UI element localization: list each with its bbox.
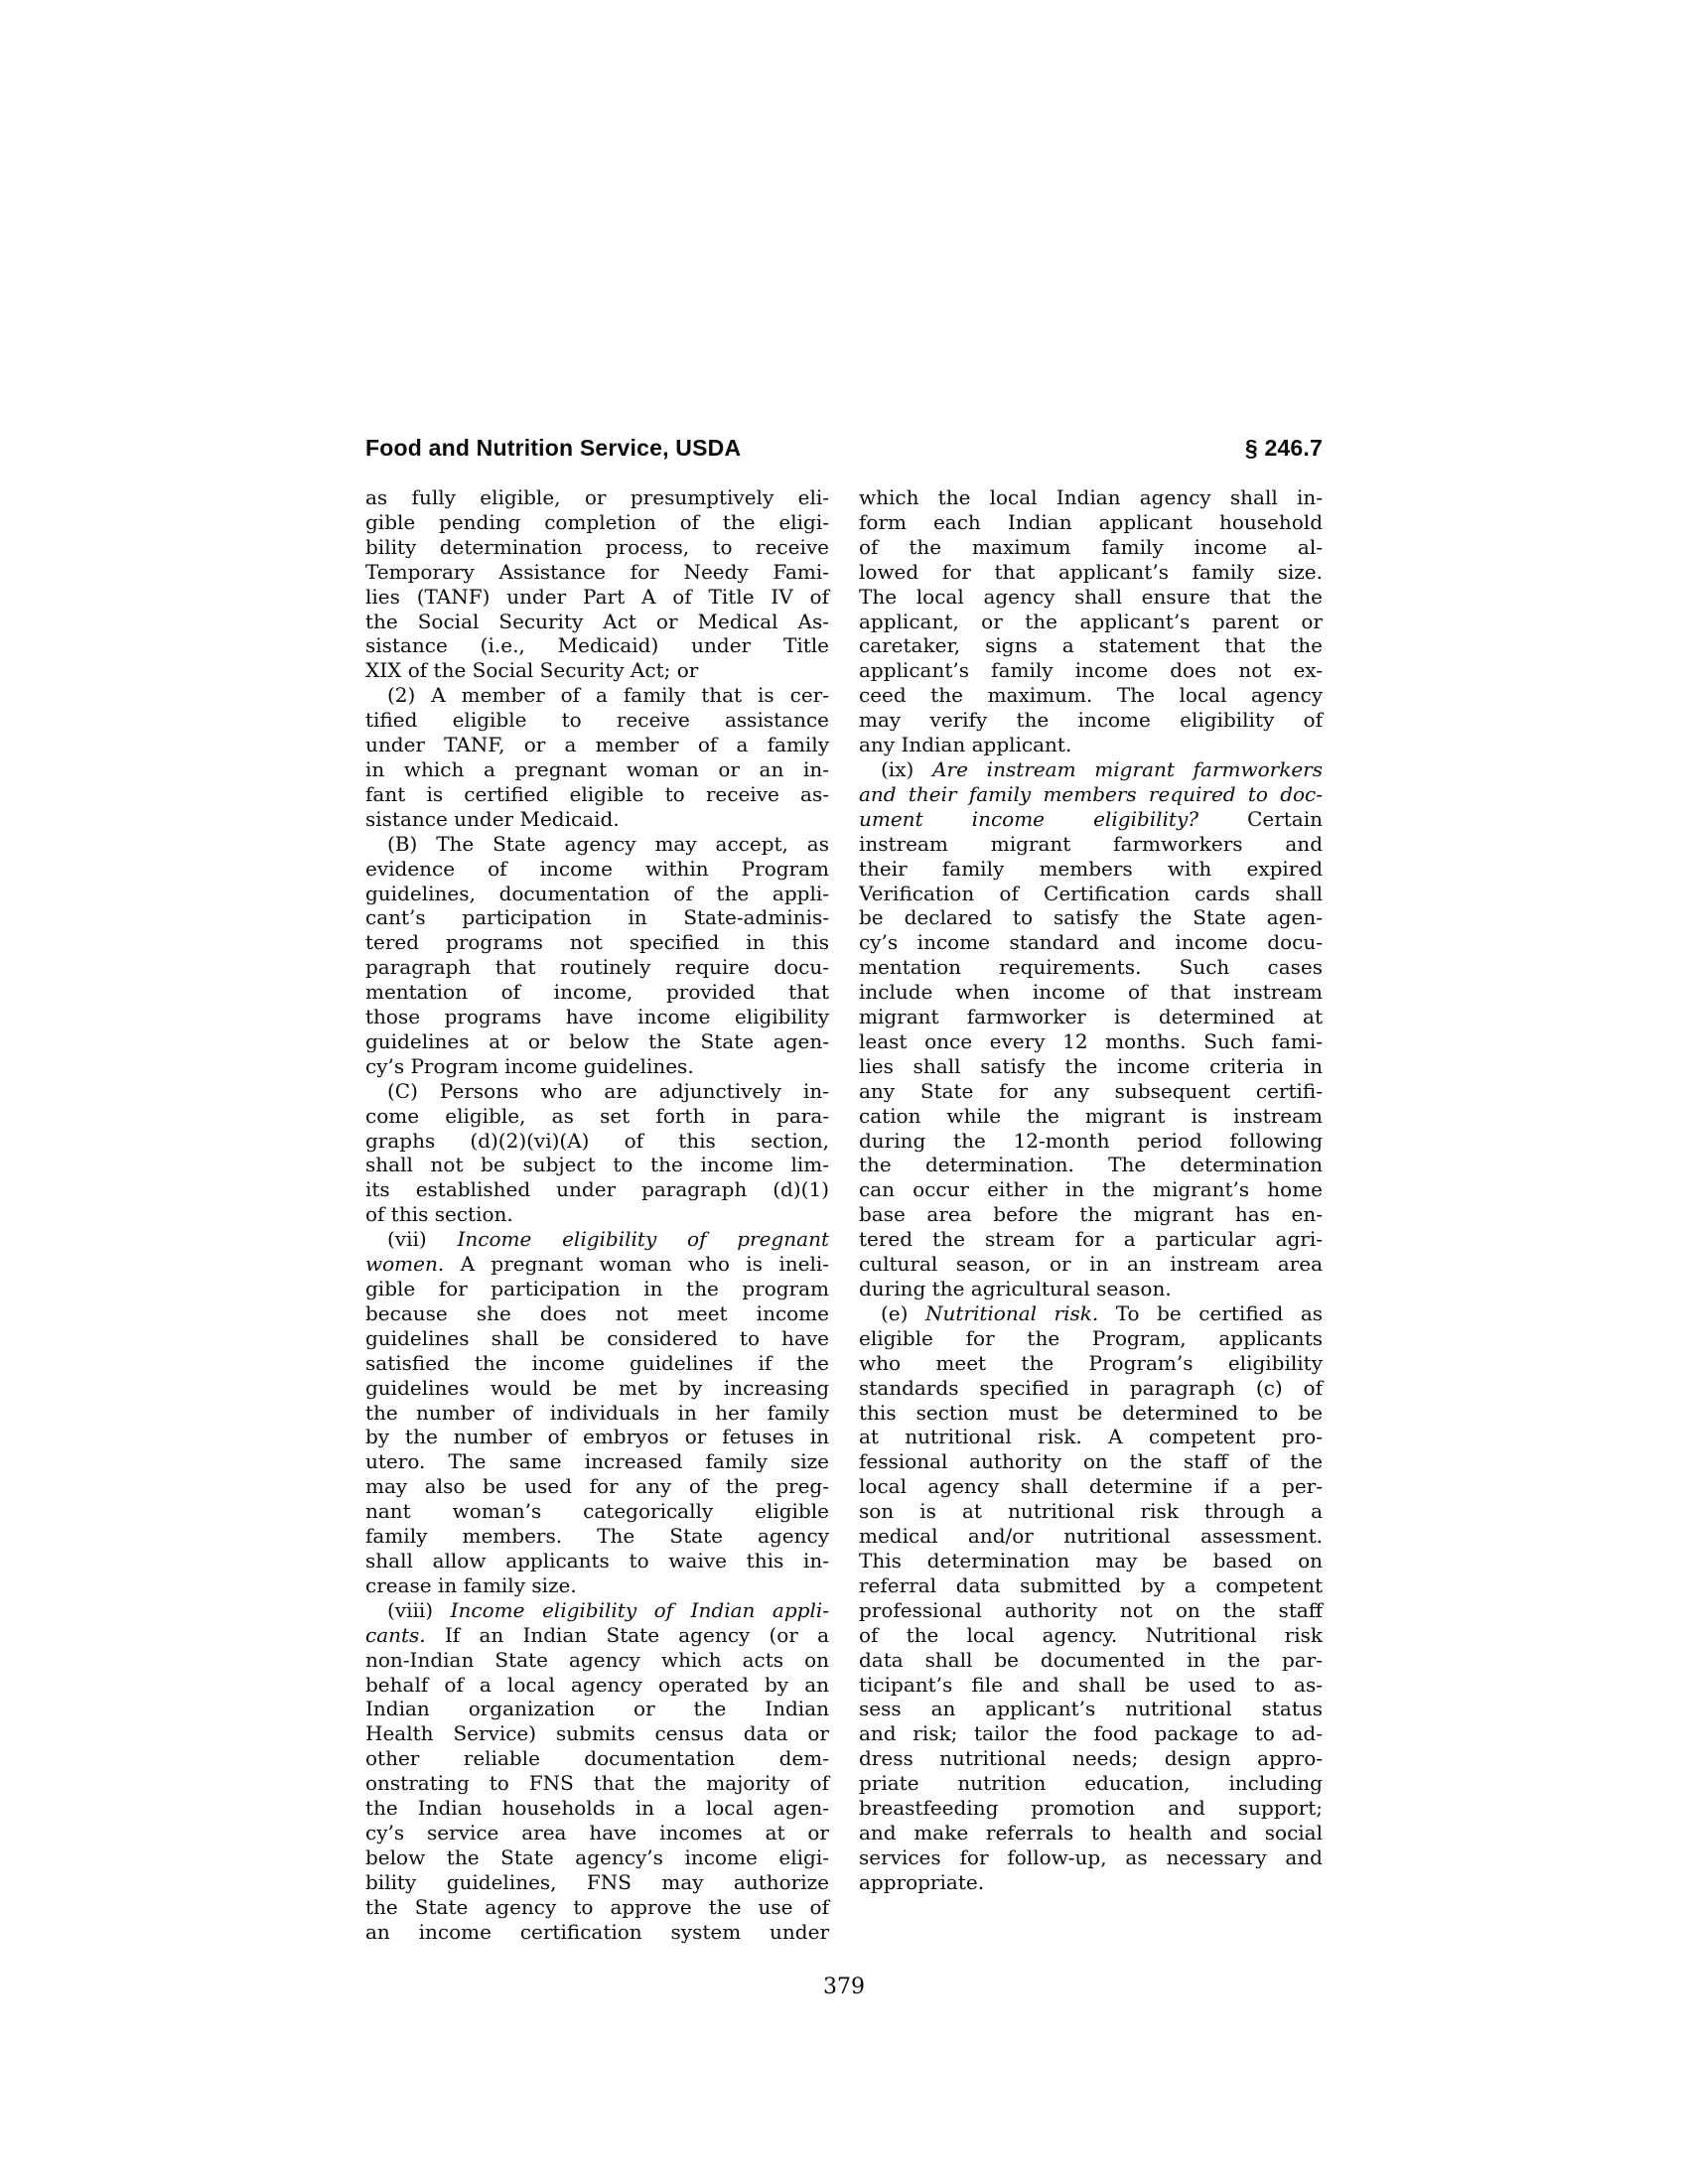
text-segment: son is at nutritional risk through a xyxy=(859,1499,1323,1524)
text-segment: appropriate. xyxy=(859,1869,985,1894)
text-line xyxy=(859,633,1323,658)
text-segment: gible for participation in the program xyxy=(365,1277,829,1300)
text-line xyxy=(365,1376,829,1401)
running-header xyxy=(365,434,1323,462)
text-segment: behalf of a local agency operated by an xyxy=(365,1672,829,1697)
text-line xyxy=(365,1104,829,1129)
text-line xyxy=(365,1351,829,1376)
text-segment: lies (TANF) under Part A of Title IV of xyxy=(365,584,829,609)
text-line xyxy=(365,1598,829,1623)
text-segment: cultural season, or in an instream area xyxy=(859,1252,1323,1277)
text-line xyxy=(859,485,1323,510)
text-line xyxy=(365,1054,829,1079)
text-segment: ceed the maximum. The local agency xyxy=(859,683,1323,708)
text-segment: Certain xyxy=(1197,806,1324,831)
italic-text-segment: women. xyxy=(365,1252,445,1277)
text-line xyxy=(859,1697,1323,1721)
text-line xyxy=(859,1227,1323,1252)
text-line xyxy=(859,1104,1323,1129)
text-line xyxy=(365,1005,829,1029)
text-line xyxy=(859,930,1323,955)
text-segment: include when income of that instream xyxy=(859,980,1323,1005)
text-line xyxy=(365,1648,829,1673)
text-segment: dress nutritional needs; design appro- xyxy=(859,1746,1323,1771)
text-line xyxy=(365,1129,829,1154)
text-line xyxy=(859,1029,1323,1054)
text-segment: in which a pregnant woman or an in- xyxy=(365,756,829,781)
text-segment: because she does not meet income xyxy=(365,1300,829,1325)
text-line xyxy=(365,1821,829,1845)
text-segment: The local agency shall ensure that the xyxy=(859,584,1323,609)
text-line xyxy=(365,733,829,757)
text-segment: evidence of income within Program xyxy=(365,856,829,881)
text-line xyxy=(365,1920,829,1945)
text-line xyxy=(859,683,1323,708)
text-line xyxy=(859,560,1323,585)
text-segment: (2) A member of a family that is cer- xyxy=(387,683,829,708)
text-line xyxy=(365,930,829,955)
text-line xyxy=(365,1721,829,1746)
text-line xyxy=(859,980,1323,1005)
text-segment: lies shall satisfy the income criteria in xyxy=(859,1053,1323,1078)
text-line xyxy=(365,1499,829,1524)
text-segment: gible pending completion of the eligi- xyxy=(365,509,829,534)
text-segment: Temporary Assistance for Needy Fami- xyxy=(365,559,829,584)
text-segment: sistance (i.e., Medicaid) under Title xyxy=(365,633,829,658)
text-segment: migrant farmworker is determined at xyxy=(859,1005,1323,1029)
text-segment: be declared to satisfy the State agen- xyxy=(859,905,1323,930)
text-line xyxy=(365,905,829,930)
text-line xyxy=(365,832,829,857)
text-segment: priate nutrition education, including xyxy=(859,1771,1323,1796)
text-line xyxy=(859,708,1323,733)
text-line xyxy=(859,955,1323,980)
text-line xyxy=(859,1499,1323,1524)
text-segment: applicant’s family income does not ex- xyxy=(859,658,1323,683)
text-segment: eligible for the Program, applicants xyxy=(859,1325,1323,1350)
text-column-right xyxy=(859,485,1323,1895)
text-segment: bility determination process, to receive xyxy=(365,534,829,559)
text-line xyxy=(365,610,829,634)
text-segment: cation while the migrant is instream xyxy=(859,1103,1323,1128)
text-segment: If an Indian State agency (or a xyxy=(425,1622,829,1647)
text-segment: instream migrant farmworkers and xyxy=(859,831,1323,856)
text-segment: shall not be subject to the income lim- xyxy=(365,1153,829,1177)
text-line xyxy=(365,535,829,560)
text-segment: caretaker, signs a statement that the xyxy=(859,633,1323,658)
text-line xyxy=(859,1277,1323,1301)
text-line xyxy=(859,905,1323,930)
text-line xyxy=(859,1821,1323,1845)
text-line xyxy=(859,535,1323,560)
text-line xyxy=(365,1895,829,1920)
text-line xyxy=(859,1376,1323,1401)
text-segment: guidelines would be met by increasing xyxy=(365,1375,829,1400)
italic-text-segment: Nutritional risk. xyxy=(924,1300,1099,1325)
text-segment: mentation of income, provided that xyxy=(365,980,829,1005)
text-line xyxy=(859,1673,1323,1698)
text-line xyxy=(859,1054,1323,1079)
text-segment: A pregnant woman who is ineli- xyxy=(444,1252,829,1277)
text-segment: the Indian households in a local agen- xyxy=(365,1796,829,1821)
text-line xyxy=(365,857,829,882)
text-segment: of the maximum family income al- xyxy=(859,534,1323,559)
text-line xyxy=(859,1598,1323,1623)
text-line xyxy=(365,882,829,906)
text-segment: XIX of the Social Security Act; or xyxy=(365,658,699,683)
text-segment: fessional authority on the staff of the xyxy=(859,1449,1323,1474)
text-line xyxy=(365,980,829,1005)
text-line xyxy=(365,633,829,658)
text-line xyxy=(365,585,829,610)
text-line xyxy=(859,733,1323,757)
text-line xyxy=(365,1449,829,1474)
text-segment: paragraph that routinely require docu- xyxy=(365,955,829,980)
text-segment: onstrating to FNS that the majority of xyxy=(365,1771,829,1796)
text-segment: tered programs not specified in this xyxy=(365,930,829,955)
text-segment: fant is certified eligible to receive as- xyxy=(365,781,829,806)
text-line xyxy=(859,1870,1323,1895)
text-line xyxy=(365,1524,829,1549)
text-line xyxy=(859,1524,1323,1549)
text-segment: form each Indian applicant household xyxy=(859,509,1323,534)
header-section-number: § 246.7 xyxy=(1244,435,1323,461)
text-segment: may also be used for any of the preg- xyxy=(365,1474,829,1499)
text-segment: this section must be determined to be xyxy=(859,1400,1323,1425)
text-segment: This determination may be based on xyxy=(859,1548,1323,1572)
text-segment: guidelines at or below the State agen- xyxy=(365,1028,829,1053)
text-segment: medical and/or nutritional assessment. xyxy=(859,1524,1323,1549)
text-segment: an income certification system under xyxy=(365,1919,829,1944)
text-segment: cy’s service area have incomes at or xyxy=(365,1820,829,1844)
text-segment: cant’s participation in State-adminis- xyxy=(365,905,829,930)
text-line xyxy=(859,857,1323,882)
text-segment: of this section. xyxy=(365,1202,513,1227)
text-line xyxy=(859,757,1323,782)
text-segment: who meet the Program’s eligibility xyxy=(859,1350,1323,1375)
text-line xyxy=(859,1474,1323,1499)
text-line xyxy=(859,807,1323,832)
text-segment: Indian organization or the Indian xyxy=(365,1697,829,1721)
text-segment: may verify the income eligibility of xyxy=(859,708,1323,733)
text-segment: guidelines shall be considered to have xyxy=(365,1325,829,1350)
text-segment: the Social Security Act or Medical As- xyxy=(365,609,829,633)
text-segment: and make referrals to health and social xyxy=(859,1820,1323,1844)
text-line xyxy=(365,1153,829,1177)
text-line xyxy=(365,1796,829,1821)
text-segment: graphs (d)(2)(vi)(A) of this section, xyxy=(365,1128,829,1153)
text-line xyxy=(859,1252,1323,1277)
text-line xyxy=(365,1771,829,1796)
text-line xyxy=(859,1721,1323,1746)
text-segment: services for follow-up, as necessary and xyxy=(859,1844,1323,1869)
text-line xyxy=(365,510,829,535)
text-segment: tered the stream for a particular agri- xyxy=(859,1227,1323,1252)
text-line xyxy=(859,1425,1323,1449)
text-segment: guidelines, documentation of the appli- xyxy=(365,881,829,905)
text-line xyxy=(365,1425,829,1449)
text-segment: base area before the migrant has en- xyxy=(859,1202,1323,1227)
text-line xyxy=(859,1449,1323,1474)
text-segment: family members. The State agency xyxy=(365,1524,829,1549)
text-line xyxy=(365,1845,829,1870)
text-line xyxy=(859,1549,1323,1573)
text-segment: ticipant’s file and shall be used to as- xyxy=(859,1672,1323,1697)
text-segment: utero. The same increased family size xyxy=(365,1449,829,1474)
text-line xyxy=(365,1870,829,1895)
text-line xyxy=(859,658,1323,683)
text-line xyxy=(365,560,829,585)
text-line xyxy=(365,1401,829,1426)
text-segment: (B) The State agency may accept, as xyxy=(387,831,829,856)
text-segment: any Indian applicant. xyxy=(859,733,1072,757)
text-line xyxy=(365,1252,829,1277)
text-segment: during the 12-month period following xyxy=(859,1128,1323,1153)
text-segment: can occur either in the migrant’s home xyxy=(859,1177,1323,1202)
text-segment: (vii) xyxy=(387,1227,458,1252)
text-line xyxy=(859,1796,1323,1821)
italic-text-segment: and their family members required to doc- xyxy=(859,781,1323,806)
text-segment: tified eligible to receive assistance xyxy=(365,708,829,733)
italic-text-segment: Are instream migrant farmworkers xyxy=(932,756,1323,781)
text-line xyxy=(859,1351,1323,1376)
text-line xyxy=(859,1326,1323,1351)
text-segment: the number of individuals in her family xyxy=(365,1400,829,1425)
text-segment: (e) xyxy=(881,1300,925,1325)
text-segment: its established under paragraph (d)(1) xyxy=(365,1177,829,1202)
text-segment: To be certified as xyxy=(1098,1300,1323,1325)
text-segment: standards specified in paragraph (c) of xyxy=(859,1375,1323,1400)
text-line xyxy=(365,1202,829,1227)
text-segment: data shall be documented in the par- xyxy=(859,1647,1323,1672)
text-segment: Verification of Certification cards shall xyxy=(859,881,1323,905)
text-line xyxy=(859,610,1323,634)
text-segment: (viii) xyxy=(387,1597,451,1622)
italic-text-segment: Income eligibility of Indian appli- xyxy=(450,1597,830,1622)
text-line xyxy=(365,1301,829,1326)
text-segment: bility guidelines, FNS may authorize xyxy=(365,1869,829,1894)
italic-text-segment: Income eligibility of pregnant xyxy=(457,1227,829,1252)
text-line xyxy=(859,585,1323,610)
text-segment: which the local Indian agency shall in- xyxy=(859,485,1323,509)
italic-text-segment: ument income eligibility? xyxy=(859,806,1198,831)
text-line xyxy=(365,955,829,980)
text-segment: at nutritional risk. A competent pro- xyxy=(859,1425,1323,1449)
text-line xyxy=(365,1573,829,1598)
text-line xyxy=(365,658,829,683)
text-line xyxy=(365,757,829,782)
text-segment: come eligible, as set forth in para- xyxy=(365,1103,829,1128)
text-line xyxy=(365,708,829,733)
text-segment: mentation requirements. Such cases xyxy=(859,955,1323,980)
text-segment: cy’s income standard and income docu- xyxy=(859,930,1323,955)
text-line xyxy=(365,1474,829,1499)
text-line xyxy=(859,832,1323,857)
text-line xyxy=(859,1005,1323,1029)
text-segment: below the State agency’s income eligi- xyxy=(365,1844,829,1869)
text-line xyxy=(365,1549,829,1573)
text-line xyxy=(859,1301,1323,1326)
text-line xyxy=(859,1129,1323,1154)
text-segment: referral data submitted by a competent xyxy=(859,1572,1323,1597)
text-segment: professional authority not on the staff xyxy=(859,1597,1323,1622)
text-line xyxy=(859,1648,1323,1673)
text-segment: satisfied the income guidelines if the xyxy=(365,1350,829,1375)
text-segment: non-Indian State agency which acts on xyxy=(365,1647,829,1672)
text-segment: nant woman’s categorically eligible xyxy=(365,1499,829,1524)
text-segment: and risk; tailor the food package to ad- xyxy=(859,1721,1323,1746)
page-number: 379 xyxy=(823,1975,865,1999)
text-column-left xyxy=(365,485,829,1944)
text-line xyxy=(859,1771,1323,1796)
text-segment: applicant, or the applicant’s parent or xyxy=(859,609,1323,633)
text-line xyxy=(365,1029,829,1054)
text-segment: those programs have income eligibility xyxy=(365,1005,829,1029)
text-line xyxy=(365,1177,829,1202)
text-line xyxy=(365,807,829,832)
text-segment: of the local agency. Nutritional risk xyxy=(859,1622,1323,1647)
text-line xyxy=(365,1623,829,1648)
text-segment: (C) Persons who are adjunctively in- xyxy=(387,1078,829,1103)
text-line xyxy=(859,1153,1323,1177)
header-agency-title: Food and Nutrition Service, USDA xyxy=(365,435,742,461)
text-line xyxy=(365,1326,829,1351)
text-segment: (ix) xyxy=(881,756,933,781)
text-line xyxy=(859,1401,1323,1426)
text-line xyxy=(365,1697,829,1721)
text-segment: shall allow applicants to waive this in- xyxy=(365,1548,829,1572)
text-segment: crease in family size. xyxy=(365,1572,577,1597)
text-line xyxy=(859,1177,1323,1202)
text-segment: the determination. The determination xyxy=(859,1153,1323,1177)
text-line xyxy=(859,1623,1323,1648)
text-segment: their family members with expired xyxy=(859,856,1323,881)
text-segment: sess an applicant’s nutritional status xyxy=(859,1697,1323,1721)
text-segment: as fully eligible, or presumptively eli- xyxy=(365,485,829,509)
text-line xyxy=(859,1202,1323,1227)
text-line xyxy=(859,510,1323,535)
text-segment: lowed for that applicant’s family size. xyxy=(859,559,1323,584)
text-line xyxy=(859,1746,1323,1771)
text-segment: cy’s Program income guidelines. xyxy=(365,1053,694,1078)
text-line xyxy=(859,1079,1323,1104)
text-segment: any State for any subsequent certifi- xyxy=(859,1078,1323,1103)
italic-text-segment: cants. xyxy=(365,1622,426,1647)
text-line xyxy=(365,782,829,807)
text-segment: the State agency to approve the use of xyxy=(365,1894,829,1919)
text-line xyxy=(365,1746,829,1771)
text-segment: other reliable documentation dem- xyxy=(365,1746,829,1771)
text-segment: sistance under Medicaid. xyxy=(365,806,620,831)
text-line xyxy=(365,1227,829,1252)
text-segment: least once every 12 months. Such fami- xyxy=(859,1028,1323,1053)
text-line xyxy=(365,1079,829,1104)
text-line xyxy=(365,1673,829,1698)
text-segment: local agency shall determine if a per- xyxy=(859,1474,1323,1499)
text-line xyxy=(859,1845,1323,1870)
text-line xyxy=(859,1573,1323,1598)
text-segment: by the number of embryos or fetuses in xyxy=(365,1425,829,1449)
text-line xyxy=(365,683,829,708)
text-segment: Health Service) submits census data or xyxy=(365,1721,829,1746)
text-line xyxy=(859,882,1323,906)
text-segment: under TANF, or a member of a family xyxy=(365,733,829,757)
text-line xyxy=(365,485,829,510)
text-line xyxy=(365,1277,829,1301)
text-line xyxy=(859,782,1323,807)
text-segment: breastfeeding promotion and support; xyxy=(859,1796,1323,1821)
text-segment: during the agricultural season. xyxy=(859,1277,1172,1300)
